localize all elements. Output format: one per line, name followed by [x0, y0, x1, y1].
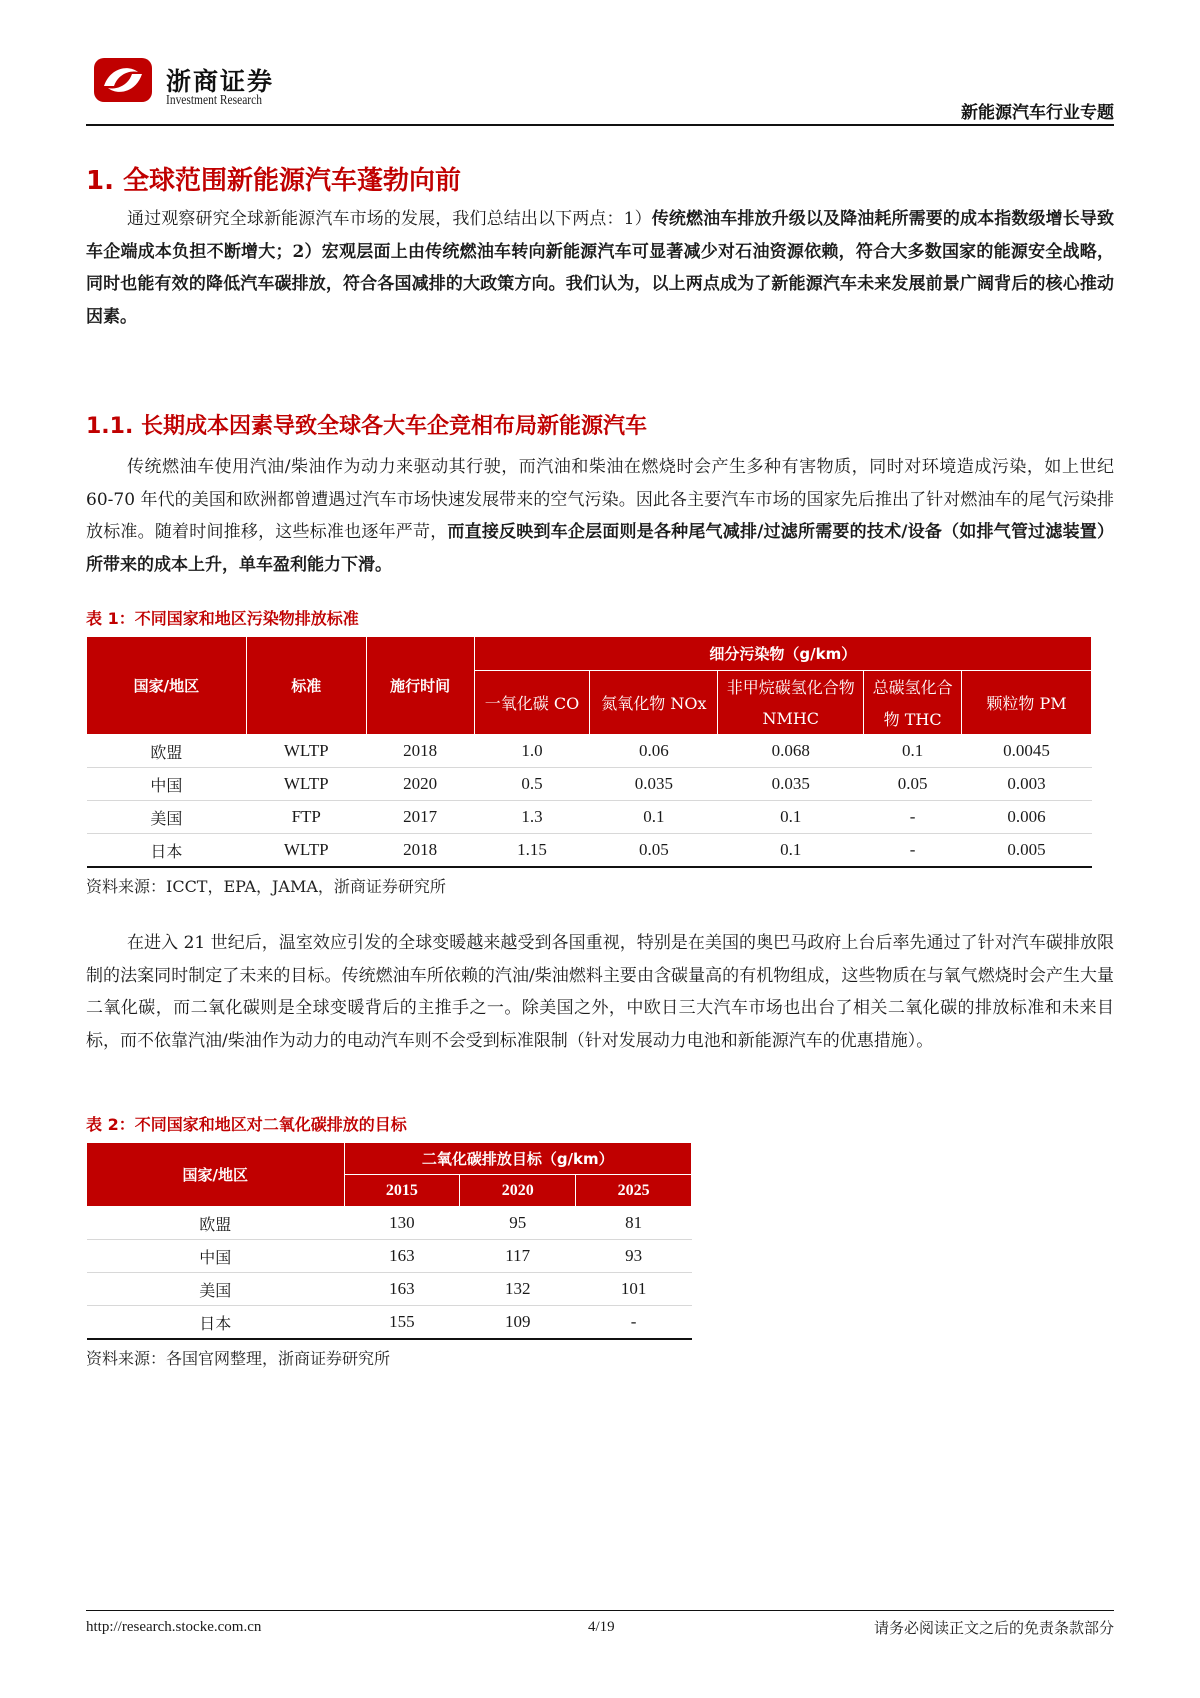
- col-header-pollutants: 细分污染物（g/km）: [474, 637, 1091, 671]
- section-1-paragraph: [86, 203, 1114, 333]
- cell-2020: 132: [460, 1273, 576, 1306]
- header-divider: [86, 124, 1114, 126]
- table-row: [87, 1306, 692, 1340]
- paragraph-bold-text: 传统燃油车排放升级以及降油耗所需要的成本指数级增长导致车企端成本负担不断增大；2）宏观层面上由传统燃油车转向新能源汽车可显著减少对石油资源依赖，符合大多数国家的能源安全战略，同时也能有效的降低汽车碳排放，符合各国减排的大政策方向。我们认为，以上两点成为了新能源汽车未来发展前景广阔背后的核心推动因素。: [86, 209, 1114, 327]
- table-1-source: 资料来源：ICCT，EPA，JAMA，浙商证券研究所: [86, 877, 446, 896]
- cell-year: 2018: [366, 834, 474, 868]
- footer-url[interactable]: http://research.stocke.com.cn: [86, 1619, 262, 1635]
- col-header-year: 施行时间: [366, 637, 474, 735]
- table-row: [87, 1207, 692, 1240]
- company-logo-icon: [92, 56, 154, 104]
- report-title: 新能源汽车行业专题: [961, 103, 1114, 123]
- col-header-nmhc-abbr: NMHC: [718, 703, 864, 735]
- paragraph-bold-text: 而直接反映到车企层面则是各种尾气减排/过滤所需要的技术/设备（如排气管过滤装置）所带来的成本上升，单车盈利能力下滑。: [86, 522, 1114, 575]
- cell-nmhc: 0.1: [718, 834, 864, 868]
- emission-standards-table: [86, 636, 1092, 868]
- cell-nmhc: 0.035: [718, 768, 864, 801]
- page-number: 4/19: [588, 1619, 615, 1635]
- cell-standard: FTP: [246, 801, 366, 834]
- cell-region: 美国: [87, 1273, 345, 1306]
- cell-2025: 81: [576, 1207, 692, 1240]
- col-header-region: 国家/地区: [87, 1143, 345, 1207]
- cell-region: 欧盟: [87, 735, 247, 768]
- cell-pm: 0.0045: [962, 735, 1092, 768]
- cell-standard: WLTP: [246, 735, 366, 768]
- col-header-nox: 氮氧化物 NOx: [590, 671, 718, 735]
- col-header-thc: 总碳氢化合: [864, 671, 962, 703]
- col-header-2015: 2015: [344, 1175, 460, 1207]
- footer-divider: [86, 1610, 1114, 1611]
- cell-nox: 0.035: [590, 768, 718, 801]
- section-heading-1: 1. 全球范围新能源汽车蓬勃向前: [86, 166, 462, 196]
- cell-pm: 0.006: [962, 801, 1092, 834]
- table-2-source: 资料来源：各国官网整理，浙商证券研究所: [86, 1349, 391, 1368]
- table-1-caption: 表 1：不同国家和地区污染物排放标准: [86, 609, 359, 628]
- cell-nox: 0.1: [590, 801, 718, 834]
- cell-nox: 0.06: [590, 735, 718, 768]
- cell-2020: 117: [460, 1240, 576, 1273]
- logo-company-subtitle: Investment Research: [166, 93, 262, 108]
- cell-2015: 163: [344, 1273, 460, 1306]
- cell-standard: WLTP: [246, 768, 366, 801]
- cell-region: 美国: [87, 801, 247, 834]
- col-header-standard: 标准: [246, 637, 366, 735]
- cell-co: 1.3: [474, 801, 590, 834]
- cell-pm: 0.003: [962, 768, 1092, 801]
- cell-2025: 93: [576, 1240, 692, 1273]
- footer-disclaimer: 请务必阅读正文之后的免责条款部分: [873, 1619, 1114, 1637]
- cell-year: 2020: [366, 768, 474, 801]
- col-header-region: 国家/地区: [87, 637, 247, 735]
- cell-2015: 130: [344, 1207, 460, 1240]
- cell-nox: 0.05: [590, 834, 718, 868]
- cell-year: 2017: [366, 801, 474, 834]
- cell-thc: -: [864, 801, 962, 834]
- cell-co: 1.0: [474, 735, 590, 768]
- cell-year: 2018: [366, 735, 474, 768]
- col-header-2025: 2025: [576, 1175, 692, 1207]
- cell-2020: 95: [460, 1207, 576, 1240]
- table-row: [87, 1273, 692, 1306]
- cell-2025: -: [576, 1306, 692, 1340]
- cell-2015: 155: [344, 1306, 460, 1340]
- table-row: [87, 735, 1092, 768]
- table-row: [87, 1240, 692, 1273]
- table-row: [87, 834, 1092, 868]
- cell-region: 日本: [87, 1306, 345, 1340]
- section-1-1-paragraph: [86, 451, 1114, 581]
- logo-company-name: 浙商证券: [166, 67, 275, 96]
- cell-standard: WLTP: [246, 834, 366, 868]
- cell-2025: 101: [576, 1273, 692, 1306]
- cell-region: 中国: [87, 1240, 345, 1273]
- paragraph-text: 通过观察研究全球新能源汽车市场的发展，我们总结出以下两点：1）: [127, 209, 652, 229]
- cell-2015: 163: [344, 1240, 460, 1273]
- cell-pm: 0.005: [962, 834, 1092, 868]
- col-header-pm: 颗粒物 PM: [962, 671, 1092, 735]
- section-heading-1-1: 1.1. 长期成本因素导致全球各大车企竞相布局新能源汽车: [86, 414, 647, 439]
- cell-thc: 0.1: [864, 735, 962, 768]
- col-header-co: 一氧化碳 CO: [474, 671, 590, 735]
- carbon-emission-paragraph: 在进入 21 世纪后，温室效应引发的全球变暖越来越受到各国重视，特别是在美国的奥巴马政府上台后率先通过了针对汽车碳排放限制的法案同时制定了未来的目标。传统燃油车所依赖的汽油/柴油燃料主要由含碳量高的有机物组成，这些物质在与氧气燃烧时会产生大量二氧化碳，而二氧化碳则是全球变暖背后的主推手之一。除美国之外，中欧日三大汽车市场也出台了相关二氧化碳的排放标准和未来目标，而不依靠汽油/柴油作为动力的电动汽车则不会受到标准限制（针对发展动力电池和新能源汽车的优惠措施）。: [86, 933, 1114, 1051]
- cell-region: 中国: [87, 768, 247, 801]
- col-header-nmhc: 非甲烷碳氢化合物: [718, 671, 864, 703]
- cell-region: 欧盟: [87, 1207, 345, 1240]
- cell-region: 日本: [87, 834, 247, 868]
- table-row: [87, 801, 1092, 834]
- cell-2020: 109: [460, 1306, 576, 1340]
- col-header-2020: 2020: [460, 1175, 576, 1207]
- cell-nmhc: 0.1: [718, 801, 864, 834]
- col-header-co2-targets: 二氧化碳排放目标（g/km）: [344, 1143, 692, 1175]
- cell-thc: -: [864, 834, 962, 868]
- col-header-thc-abbr: 物 THC: [864, 703, 962, 735]
- co2-targets-table: [86, 1142, 692, 1340]
- cell-co: 1.15: [474, 834, 590, 868]
- cell-nmhc: 0.068: [718, 735, 864, 768]
- table-row: [87, 768, 1092, 801]
- cell-thc: 0.05: [864, 768, 962, 801]
- cell-co: 0.5: [474, 768, 590, 801]
- table-2-caption: 表 2：不同国家和地区对二氧化碳排放的目标: [86, 1115, 407, 1134]
- paragraph-text: 传统燃油车使用汽油/柴油作为动力来驱动其行驶，而汽油和柴油在燃烧时会产生多种有害物质，同时对环境造成污染，如上世纪 60-70 年代的美国和欧洲都曾遭遇过汽车市场快速发展带来的空气污染。因此各主要汽车市场的国家先后推出了针对燃油车的尾气污染排放标准。随着时间推移，这些标准也逐年严苛，: [86, 457, 1114, 542]
